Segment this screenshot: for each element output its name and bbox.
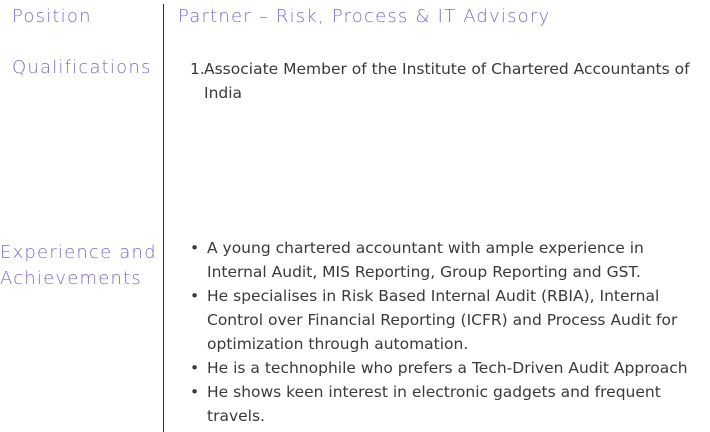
experience-label: [0, 240, 157, 292]
position-label: Position: [12, 6, 92, 27]
bullet-icon: •: [190, 359, 200, 377]
experience-label-line1: Experience and: [0, 242, 157, 263]
qualification-text: Associate Member of the Institute of Chartered Accountants of India: [204, 60, 690, 102]
qualifications-list: [190, 57, 695, 105]
experience-text: A young chartered accountant with ample experience in Internal Audit, MIS Reporting, Group Reporting and GST.: [207, 239, 644, 281]
experience-item: [188, 356, 703, 380]
experience-text: He is a technophile who prefers a Tech-Driven Audit Approach: [207, 359, 688, 377]
experience-item: [188, 236, 703, 284]
position-value: Partner – Risk, Process & IT Advisory: [178, 6, 551, 27]
experience-item: [188, 284, 703, 356]
bullet-icon: •: [190, 239, 200, 257]
qualifications-label: Qualifications: [12, 57, 152, 78]
experience-text: He shows keen interest in electronic gadgets and frequent travels.: [207, 383, 661, 425]
experience-text: He specialises in Risk Based Internal Audit (RBIA), Internal Control over Financial Reporting (ICFR) and Process Audit for optimization through automation.: [207, 287, 678, 353]
qualification-item: [190, 57, 695, 105]
bullet-icon: •: [190, 287, 200, 305]
experience-item: [188, 380, 703, 428]
list-number: 1.: [190, 60, 205, 78]
bullet-icon: •: [190, 383, 200, 401]
experience-list: [188, 236, 703, 428]
experience-label-line2: Achievements: [0, 268, 142, 289]
column-divider: [163, 4, 164, 432]
